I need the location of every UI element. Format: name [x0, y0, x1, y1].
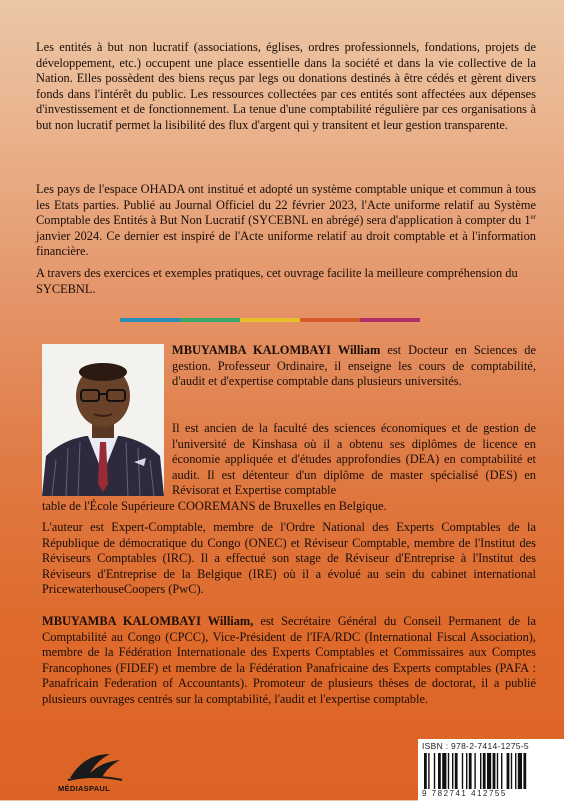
- author-bio-2-tail: table de l'École Supérieure COOREMANS de Bruxelles en Belgique.: [42, 499, 387, 513]
- barcode-bar: [501, 753, 502, 789]
- author-bio-4: [42, 614, 536, 708]
- divider-segment: [300, 318, 360, 322]
- barcode-bar: [466, 753, 467, 789]
- isbn-barcode-box: [418, 739, 564, 801]
- barcode-bar: [462, 753, 463, 789]
- author-bio-3: L'auteur est Expert-Comptable, membre de l'Ordre National des Experts Comptables de la République de démocratique du Congo (ONEC) et Réviseur Comptable, membre de l'Institut des Réviseurs Comptables (IRC). Il a effectué son stage de Réviseur d'Entreprise à l'Institut des Réviseurs d'Entreprise de la Belgique (IRE) où il a évolué au sein du cabinet international PricewaterhouseCoopers (PwC).: [42, 520, 536, 597]
- divider-segment: [180, 318, 240, 322]
- barcode: [422, 753, 562, 789]
- barcode-bar: [469, 753, 472, 789]
- barcode-bar: [428, 753, 429, 789]
- divider-segment: [240, 318, 300, 322]
- intro-paragraph-3: A travers des exercices et exemples pratiques, cet ouvrage facilite la meilleure compréhension du SYCEBNL.: [36, 266, 518, 296]
- mediaspaul-logo: [64, 748, 124, 784]
- barcode-bar: [455, 753, 458, 789]
- intro-paragraph-2: [36, 182, 536, 260]
- author-bio-2: Il est ancien de la faculté des sciences économiques et de gestion de l'université de Kinshasa où il a obtenu ses diplômes de licence en économie appliquée et d'études approfondies (DEA) en comptabilité et audit. Il est détenteur d'un diplôme de master spécialisé (DES) en Révisorat et Expertise comptable: [172, 421, 536, 498]
- barcode-bar: [480, 753, 481, 789]
- barcode-bar: [497, 753, 498, 789]
- barcode-bar: [434, 753, 435, 789]
- barcode-bar: [424, 753, 427, 789]
- author-photo: [42, 344, 164, 496]
- barcode-bar: [448, 753, 449, 789]
- intro-p2-text: Les pays de l'espace OHADA ont institué et adopté un système comptable unique et commun à tous les Etats parties. Publié au Journal Officiel du 22 février 2023, l'Acte uniforme relatif au Système Comptable des Entités à But Non Lucratif (SYCEBNL en abrégé) sera d'application à compter du 1: [36, 182, 536, 228]
- barcode-bar: [452, 753, 453, 789]
- author-bio-1: [172, 343, 536, 390]
- author-bio-1-text: est Docteur en Sciences de gestion. Professeur Ordinaire, il enseigne les cours de comptabilité, d'audit et d'expertise comptable dans plusieurs universités.: [172, 343, 537, 389]
- author-name-bold: MBUYAMBA KALOMBAYI William,: [42, 614, 254, 628]
- isbn-digits: 9 782741 412755: [422, 789, 507, 798]
- author-portrait-illustration: [42, 344, 164, 496]
- barcode-bar: [438, 753, 441, 789]
- barcode-bar: [483, 753, 486, 789]
- author-bio-4-text: est Secrétaire Général du Conseil Permanent de la Comptabilité au Congo (CPCC), Vice-Président de l'IFA/RDC (International Fiscal Association), membre de la Fédération Internationale des Experts Comptables et Commissaires aux Comptes Francophones (FIDEF) et membre de la Fédération Panafricaine des Experts comptables (PAFA : Panafricain Federation of Accountants). Promoteur de plusieurs thèses de doctorat, il a publié plusieurs ouvrages centrés sur la comptabilité, l'audit et l'expertise comptable.: [42, 614, 536, 706]
- color-divider: [120, 318, 420, 322]
- divider-segment: [120, 318, 180, 322]
- barcode-bar: [518, 753, 522, 789]
- barcode-bar: [507, 753, 510, 789]
- intro-paragraph-1: Les entités à but non lucratif (associations, églises, ordres professionnels, fondations, projets de développement, etc.) occupent une place essentielle dans la société et dans la vie collective de la Nation. Elles possèdent des biens reçus par legs ou donations destinés à être cédés et gèrent divers fonds dans l'intérêt du public. Les ressources collectées par ces entités sont affectées aux dépenses d'investissement et de fonctionnement. La tenue d'une comptabilité régulière par ces organisations à but non lucratif permet la lisibilité des flux d'argent qui y transitent et leur gestion transparente.: [36, 40, 536, 132]
- isbn-label: ISBN : 978-2-7414-1275-5: [422, 741, 529, 751]
- barcode-bar: [493, 753, 496, 789]
- intro-p2-sup: er: [530, 213, 536, 222]
- barcode-bar: [474, 753, 475, 789]
- barcode-bar: [511, 753, 512, 789]
- barcode-bar: [442, 753, 446, 789]
- intro-p2-text-end: janvier 2024. Ce dernier est inspiré de l'Acte uniforme relatif au droit comptable et à l'information financière.: [36, 228, 536, 259]
- barcode-bar: [487, 753, 491, 789]
- barcode-bar: [515, 753, 516, 789]
- divider-segment: [360, 318, 420, 322]
- barcode-bar: [523, 753, 526, 789]
- publisher-name: MÉDIASPAUL: [58, 784, 111, 793]
- author-name: MBUYAMBA KALOMBAYI William: [172, 343, 381, 357]
